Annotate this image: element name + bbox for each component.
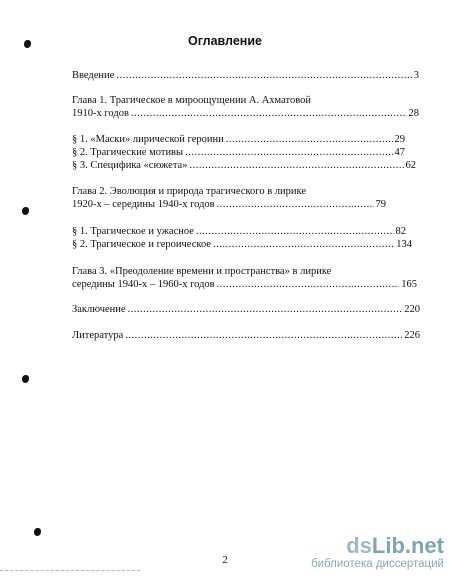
toc-entry-label-line1: Глава 2. Эволюция и природа трагического в лирике <box>72 186 307 197</box>
leader-dots <box>217 199 374 211</box>
watermark-logo-part1: ds <box>346 533 372 558</box>
toc-entry-page: 28 <box>408 108 419 119</box>
leader-dots <box>217 279 400 291</box>
toc-entry-page: 82 <box>395 226 406 237</box>
toc-entry-page: 165 <box>401 279 417 290</box>
leader-dots <box>125 330 402 342</box>
toc-entry-introduction <box>72 70 419 82</box>
toc-entry-label: Заключение <box>72 304 126 315</box>
toc-entry-label: § 1. Трагическое и ужасное <box>72 226 194 237</box>
watermark-subtitle: библиотека диссертаций <box>311 558 444 570</box>
toc-entry-page: 47 <box>394 147 405 158</box>
toc-title: Оглавление <box>188 34 262 48</box>
toc-entry-bibliography <box>72 330 420 342</box>
leader-dots <box>189 160 403 172</box>
toc-entry-page: 220 <box>404 304 420 315</box>
toc-entry-label: § 2. Трагическое и героическое <box>72 239 211 250</box>
leader-dots <box>128 304 403 316</box>
watermark-logo-part2: Lib.net <box>371 533 444 558</box>
toc-entry-label-line2: 1910-х годов <box>72 108 129 119</box>
toc-entry-label-line1: Глава 3. «Преодоление времени и пространства» в лирике <box>72 266 332 277</box>
toc-entry-page: 3 <box>413 70 419 81</box>
toc-entry-page: 79 <box>375 199 386 210</box>
toc-entry-label-line2: середины 1940-х – 1960-х годов <box>72 279 215 290</box>
toc-entry-ch1-sec1 <box>72 134 405 146</box>
toc-entry-ch2-sec2 <box>72 239 412 251</box>
toc-entry-label: Литература <box>72 330 124 341</box>
toc-entry-label: Введение <box>72 70 115 81</box>
toc-entry-chapter-1 <box>72 95 419 120</box>
toc-entry-chapter-2 <box>72 186 386 211</box>
toc-entry-conclusion <box>72 304 420 316</box>
page-number: 2 <box>222 554 228 566</box>
leader-dots <box>116 70 411 82</box>
toc-entry-label: § 1. «Маски» лирической героини <box>72 134 224 145</box>
hole-punch-mark-lower <box>22 375 29 383</box>
leader-dots <box>185 147 392 159</box>
toc-entry-page: 62 <box>405 160 416 171</box>
toc-entry-page: 134 <box>396 239 412 250</box>
toc-entry-label-line2: 1920-х – середины 1940-х годов <box>72 199 215 210</box>
watermark <box>274 535 444 571</box>
watermark-logo <box>274 535 444 557</box>
toc-entry-label: § 2. Трагические мотивы <box>72 147 184 158</box>
hole-punch-mark-bottom <box>34 528 41 536</box>
toc-entry-label: § 3. Специфика «сюжета» <box>72 160 188 171</box>
scan-edge-line <box>0 570 140 571</box>
hole-punch-mark-upper <box>22 207 29 215</box>
leader-dots <box>131 108 407 120</box>
toc-entry-page: 29 <box>394 134 405 145</box>
leader-dots <box>196 226 394 238</box>
toc-entry-ch2-sec1 <box>72 226 406 238</box>
toc-entry-ch1-sec2 <box>72 147 405 159</box>
toc-entry-label-line1: Глава 1. Трагическое в мироощущении А. Ахматовой <box>72 95 311 106</box>
leader-dots <box>226 134 393 146</box>
toc-entry-page: 226 <box>404 330 420 341</box>
toc-entry-ch1-sec3 <box>72 160 416 172</box>
leader-dots <box>213 239 394 251</box>
toc-entry-chapter-3 <box>72 266 417 291</box>
